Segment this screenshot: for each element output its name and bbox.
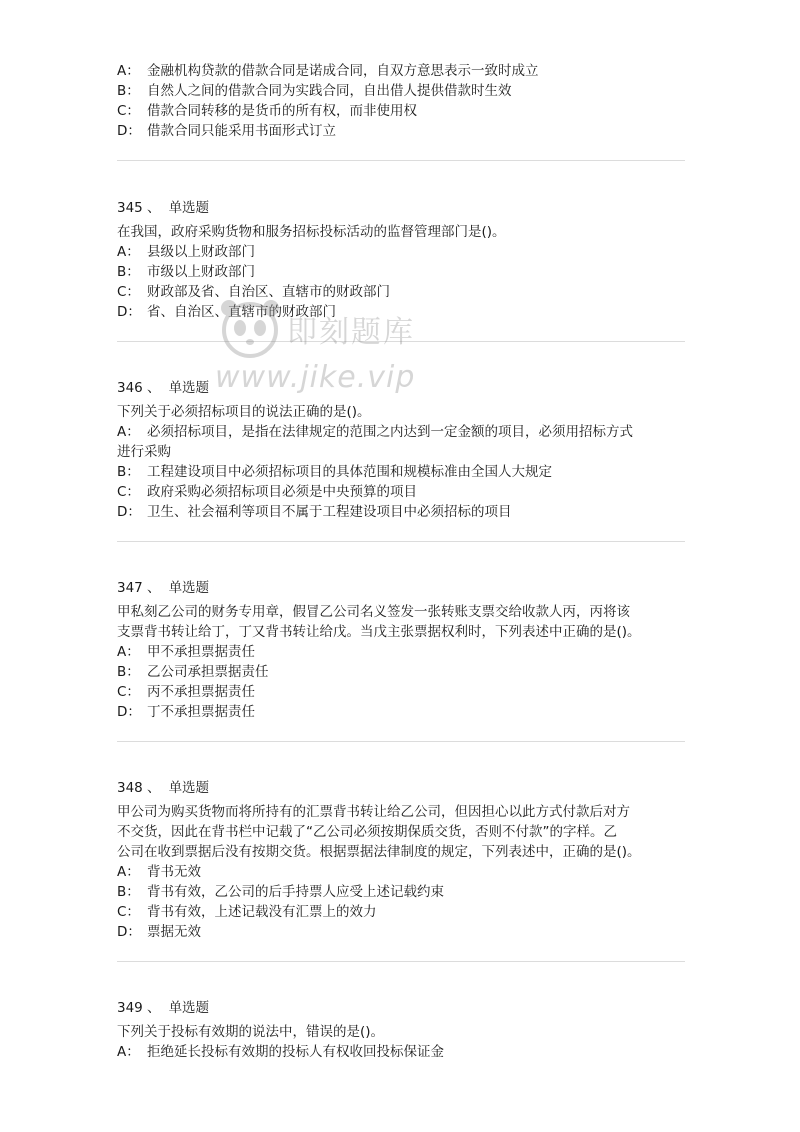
- option-A-continued: 进行采购: [117, 444, 171, 460]
- question-346-stem: 下列关于必须招标项目的说法正确的是()。: [117, 404, 371, 420]
- watermark-brand: 即刻题库: [287, 315, 415, 350]
- option-B: B： 工程建设项目中必须招标项目的具体范围和规模标准由全国人大规定: [117, 464, 552, 480]
- question-347-stem-line-2: 支票背书转让给丁，丁又背书转让给戊。当戊主张票据权利时，下列表述中正确的是()。: [117, 624, 641, 640]
- option-A: A： 县级以上财政部门: [117, 244, 255, 260]
- question-349-header: 349 、 单选题: [117, 1000, 210, 1016]
- option-C: C： 政府采购必须招标项目必须是中央预算的项目: [117, 484, 417, 500]
- option-D: D： 省、自治区、直辖市的财政部门: [117, 304, 336, 320]
- option-C: C： 借款合同转移的是货币的所有权，而非使用权: [117, 103, 417, 119]
- option-C: C： 财政部及省、自治区、直辖市的财政部门: [117, 284, 390, 300]
- question-348-stem-line-1: 甲公司为购买货物而将所持有的汇票背书转让给乙公司，但因担心以此方式付款后对方: [117, 804, 630, 820]
- question-348-stem-line-2: 不交货，因此在背书栏中记载了“乙公司必须按期保质交货，否则不付款”的字样。乙: [117, 824, 617, 840]
- option-D: D： 票据无效: [117, 924, 201, 940]
- option-D: D： 丁不承担票据责任: [117, 704, 255, 720]
- option-D: D： 卫生、社会福利等项目不属于工程建设项目中必须招标的项目: [117, 504, 512, 520]
- option-C: C： 丙不承担票据责任: [117, 684, 255, 700]
- option-B: B： 乙公司承担票据责任: [117, 664, 269, 680]
- question-345-stem: 在我国，政府采购货物和服务招标投标活动的监督管理部门是()。: [117, 224, 506, 240]
- divider: [117, 741, 685, 742]
- option-A: A： 金融机构贷款的借款合同是诺成合同，自双方意思表示一致时成立: [117, 63, 539, 79]
- question-346-header: 346 、 单选题: [117, 380, 210, 396]
- option-B: B： 市级以上财政部门: [117, 264, 255, 280]
- question-347-header: 347 、 单选题: [117, 580, 210, 596]
- question-348-stem-line-3: 公司在收到票据后没有按期交货。根据票据法律制度的规定，下列表述中，正确的是()。: [117, 844, 641, 860]
- divider: [117, 961, 685, 962]
- watermark-url: www.jike.vip: [215, 360, 416, 395]
- option-B: B： 自然人之间的借款合同为实践合同，自出借人提供借款时生效: [117, 83, 512, 99]
- option-A: A： 甲不承担票据责任: [117, 644, 255, 660]
- question-345-header: 345 、 单选题: [117, 200, 210, 216]
- divider: [117, 160, 685, 161]
- option-C: C： 背书有效，上述记载没有汇票上的效力: [117, 904, 377, 920]
- question-349-stem: 下列关于投标有效期的说法中，错误的是()。: [117, 1024, 385, 1040]
- divider: [117, 541, 685, 542]
- option-A: A： 背书无效: [117, 864, 201, 880]
- option-D: D： 借款合同只能采用书面形式订立: [117, 123, 336, 139]
- option-B: B： 背书有效，乙公司的后手持票人应受上述记载约束: [117, 884, 444, 900]
- option-A: A： 拒绝延长投标有效期的投标人有权收回投标保证金: [117, 1044, 444, 1060]
- option-A: A： 必须招标项目，是指在法律规定的范围之内达到一定金额的项目，必须用招标方式: [117, 424, 633, 440]
- divider: [117, 341, 685, 342]
- question-348-header: 348 、 单选题: [117, 780, 210, 796]
- question-347-stem-line-1: 甲私刻乙公司的财务专用章，假冒乙公司名义签发一张转账支票交给收款人丙，丙将该: [117, 604, 630, 620]
